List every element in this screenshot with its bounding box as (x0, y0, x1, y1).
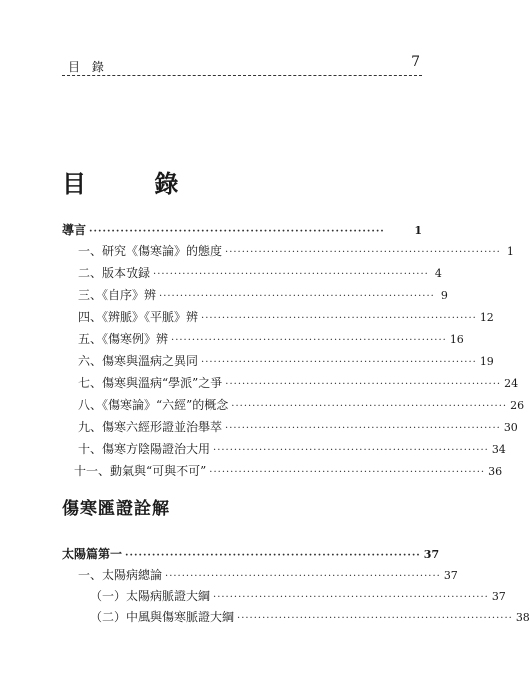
toc-entry-chapter-heading[interactable] (62, 546, 440, 562)
toc-entry[interactable] (90, 588, 506, 604)
leader-dots: ·································································· (171, 335, 447, 346)
leader-dots: ·································································· (159, 291, 435, 302)
toc-title: 目 錄 (62, 169, 209, 198)
leader-dots: ·································································· (201, 313, 477, 324)
toc-entry-label: 六、傷寒與溫病之異同 (78, 354, 199, 368)
toc-entry-page: 16 (449, 333, 464, 346)
toc-entry[interactable] (78, 243, 514, 259)
toc-entry-label: （二）中風與傷寒脈證大綱 (90, 610, 235, 624)
toc-entry[interactable] (78, 419, 518, 435)
toc-entry-page: 24 (504, 377, 519, 390)
running-head-page-number: 7 (411, 54, 420, 70)
toc-entry-label: 一、研究《傷寒論》的態度 (78, 244, 223, 258)
leader-dots: ·································································· (201, 357, 477, 368)
toc-entry-label: 二、版本攷録 (78, 266, 151, 280)
toc-entry[interactable] (78, 397, 525, 413)
toc-entry-label: 導言 (62, 223, 87, 237)
leader-dots: ·································································· (231, 401, 508, 412)
toc-entry-page: 4 (434, 267, 442, 280)
leader-dots: ·································································· (237, 613, 513, 624)
leader-dots: ·································································· (225, 379, 502, 390)
toc-entry-label: （一）太陽病脈證大綱 (90, 589, 211, 603)
toc-entry[interactable] (78, 331, 464, 347)
leader-dots: ·································································· (125, 550, 421, 561)
toc-entry-label: 十一、動氣與“可與不可” (74, 464, 207, 478)
toc-entry-label: 一、太陽病總論 (78, 568, 163, 582)
toc-entry-page: 1 (414, 224, 422, 237)
leader-dots: ·································································· (153, 269, 429, 280)
leader-dots: ·································································· (209, 467, 486, 478)
toc-entry-label: 八、《傷寒論》“六經”的概念 (78, 398, 229, 412)
toc-entry-page: 26 (510, 399, 525, 412)
toc-entry-page: 37 (443, 569, 458, 582)
running-head-rule (62, 75, 422, 76)
toc-entry[interactable] (78, 375, 519, 391)
running-head-title: 目 錄 (68, 60, 108, 74)
toc-entry[interactable] (74, 463, 503, 479)
toc-entry-page: 9 (440, 289, 448, 302)
toc-entry-label: 五、《傷寒例》辨 (78, 332, 169, 346)
toc-entry[interactable] (78, 441, 506, 457)
toc-entry-intro-heading[interactable] (62, 222, 422, 238)
toc-entry-label: 七、傷寒與溫病“學派”之爭 (78, 376, 223, 390)
leader-dots: ·································································· (213, 592, 489, 603)
leader-dots: ·································································· (89, 226, 385, 237)
section-title: 傷寒匯證詮解 (62, 499, 170, 519)
toc-entry-label: 三、《自序》辨 (78, 288, 157, 302)
toc-entry-label: 太陽篇第一 (62, 547, 123, 561)
toc-entry-page: 36 (488, 465, 503, 478)
running-head (62, 54, 422, 76)
leader-dots: ·································································· (225, 247, 501, 258)
leader-dots: ·································································· (213, 445, 489, 456)
toc-entry-page: 37 (423, 548, 440, 561)
toc-entry-page: 1 (506, 245, 514, 258)
toc-entry[interactable] (78, 309, 494, 325)
toc-entry-page: 19 (479, 355, 494, 368)
toc-entry[interactable] (78, 567, 458, 583)
toc-entry-label: 四、《辨脈》《平脈》辨 (78, 310, 199, 324)
toc-entry-label: 十、傷寒方陰陽證治大用 (78, 442, 211, 456)
toc-entry-page: 30 (503, 421, 518, 434)
leader-dots: ·································································· (165, 571, 441, 582)
toc-entry-page: 34 (491, 443, 506, 456)
toc-entry[interactable] (78, 353, 494, 369)
toc-entry-label: 九、傷寒六經形證並治舉萃 (78, 420, 223, 434)
toc-entry[interactable] (90, 609, 530, 625)
toc-entry-page: 38 (515, 611, 530, 624)
leader-dots: ·································································· (225, 423, 501, 434)
toc-entry[interactable] (78, 265, 442, 281)
toc-entry-page: 12 (479, 311, 494, 324)
toc-entry-page: 37 (491, 590, 506, 603)
toc-entry[interactable] (78, 287, 448, 303)
